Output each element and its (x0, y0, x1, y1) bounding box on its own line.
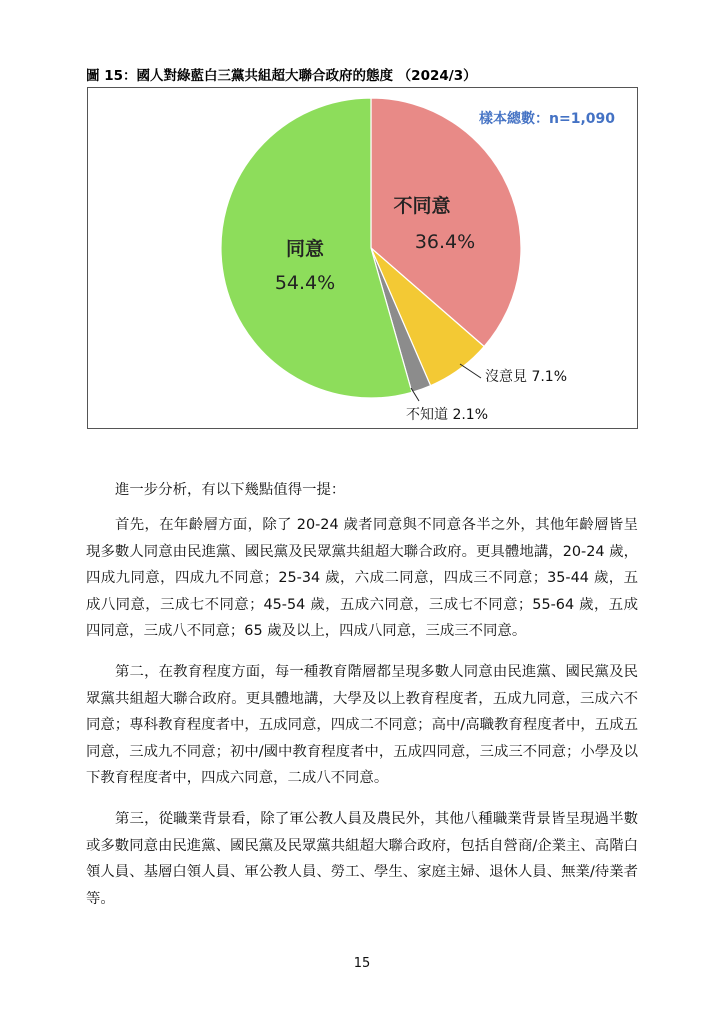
no-opinion-label: 沒意見 7.1% (485, 369, 568, 385)
intro-paragraph: 進一步分析，有以下幾點值得一提： (115, 482, 346, 498)
agree-label: 同意 (285, 238, 325, 260)
pie-chart (88, 88, 637, 428)
disagree-label: 不同意 (393, 195, 451, 217)
occupation-analysis-paragraph: 第三，從職業背景看，除了軍公教人員及農民外，其他八種職業背景皆呈現過半數或多數同意由民進黨、國民黨及民眾黨共組超大聯合政府，包括自營商/企業主、高階白領人員、基層白領人員、軍公教人員、勞工、學生、家庭主婦、退休人員、無業/待業者等。 (86, 811, 638, 907)
sample-size-label: 樣本總數：n=1,090 (479, 111, 615, 127)
disagree-percent: 36.4% (414, 231, 476, 253)
dont-know-label: 不知道 2.1% (406, 407, 489, 423)
page-number: 15 (353, 956, 371, 971)
leader-line-no-opinion (460, 364, 481, 378)
agree-percent: 54.4% (274, 272, 336, 294)
education-analysis-paragraph: 第二，在教育程度方面，每一種教育階層都呈現多數人同意由民進黨、國民黨及民眾黨共組超大聯合政府。更具體地講，大學及以上教育程度者，五成九同意，三成六不同意；專科教育程度者中，五成同意，四成二不同意；高中/高職教育程度者中，五成五同意，三成九不同意；初中/國中教育程度者中，五成四同意，三成三不同意；小學及以下教育程度者中，四成六同意，二成八不同意。 (86, 664, 638, 786)
age-analysis-paragraph: 首先，在年齡層方面，除了 20-24 歲者同意與不同意各半之外，其他年齡層皆呈現多數人同意由民進黨、國民黨及民眾黨共組超大聯合政府。更具體地講，20-24 歲，四成九同意，四成九不同意；25-34 歲，六成二同意，四成三不同意；35-44 歲，五成八同意，三成七不同意；45-54 歲，五成六同意，三成七不同意；55-64 歲，五成四同意，三成八不同意；65 歲及以上，四成八同意，三成三不同意。 (86, 517, 638, 639)
figure-title: 圖 15：國人對綠藍白三黨共組超大聯合政府的態度 （2024/3） (86, 68, 477, 84)
chart-frame (87, 87, 638, 429)
